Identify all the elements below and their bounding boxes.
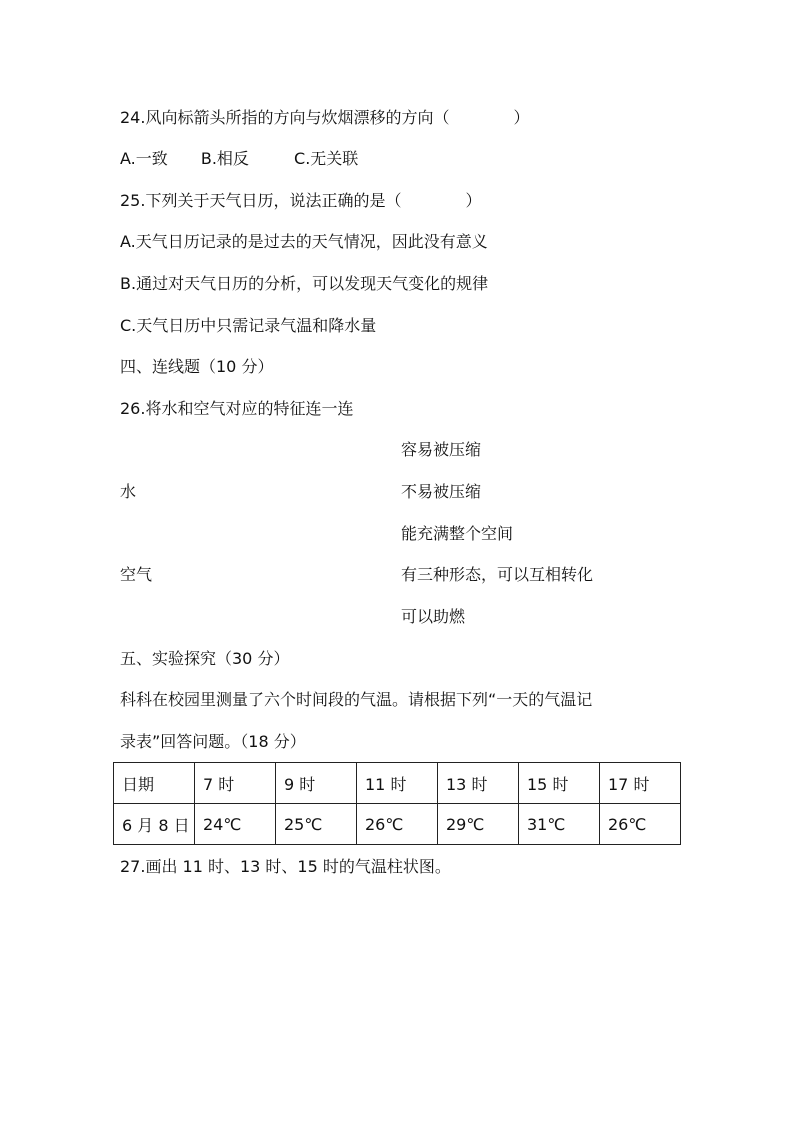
table-cell: 日期: [114, 763, 195, 804]
table-cell: 17 时: [600, 763, 681, 804]
table-row: [114, 804, 681, 845]
table-cell: 15 时: [519, 763, 600, 804]
question-25-option-b: B.通过对天气日历的分析，可以发现天气变化的规律: [120, 274, 489, 293]
question-24-options: [120, 149, 358, 169]
table-cell: 24℃: [195, 804, 276, 845]
temperature-table: [113, 762, 681, 845]
table-cell: 26℃: [600, 804, 681, 845]
table-header-row: [114, 763, 681, 804]
question-24-stem: 24.风向标箭头所指的方向与炊烟漂移的方向（ ）: [120, 108, 530, 127]
section-5-title: 五、实验探究（30 分）: [120, 649, 290, 668]
table-cell: 6 月 8 日: [114, 804, 195, 845]
question-27-stem: 27.画出 11 时、13 时、15 时的气温柱状图。: [120, 857, 451, 876]
table-cell: 7 时: [195, 763, 276, 804]
table-cell: 29℃: [438, 804, 519, 845]
match-right-item: 有三种形态，可以互相转化: [401, 565, 594, 584]
table-cell: 26℃: [357, 804, 438, 845]
match-left-item: 水: [120, 482, 137, 501]
table-cell: 31℃: [519, 804, 600, 845]
question-25-option-a: A.天气日历记录的是过去的天气情况，因此没有意义: [120, 232, 488, 251]
match-right-item: 容易被压缩: [401, 440, 482, 459]
match-right-item: 不易被压缩: [401, 482, 482, 501]
question-25-option-c: C.天气日历中只需记录气温和降水量: [120, 316, 377, 335]
match-right-item: 能充满整个空间: [401, 524, 514, 543]
question-26-stem: 26.将水和空气对应的特征连一连: [120, 399, 354, 418]
option-a: A.一致: [120, 149, 168, 168]
section-5-intro: 科科在校园里测量了六个时间段的气温。请根据下列“一天的气温记: [120, 690, 593, 709]
option-c: C.无关联: [294, 149, 359, 168]
question-25-stem: 25.下列关于天气日历，说法正确的是（ ）: [120, 191, 482, 210]
table-cell: 11 时: [357, 763, 438, 804]
option-b: B.相反: [200, 149, 249, 168]
table-cell: 25℃: [276, 804, 357, 845]
table-cell: 13 时: [438, 763, 519, 804]
match-left-item: 空气: [120, 565, 153, 584]
match-right-item: 可以助燃: [401, 607, 466, 626]
section-5-intro-cont: 录表”回答问题。（18 分）: [120, 732, 306, 751]
section-4-title: 四、连线题（10 分）: [120, 357, 274, 376]
table-cell: 9 时: [276, 763, 357, 804]
